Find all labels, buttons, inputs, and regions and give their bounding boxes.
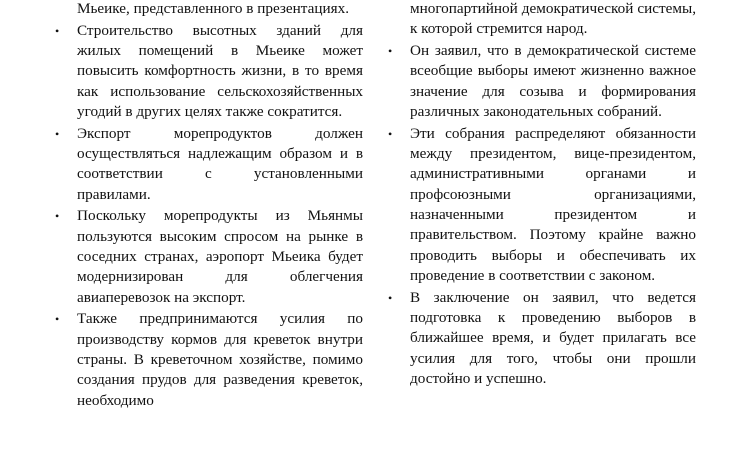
paragraph-text: Эти собрания распределяют обязанности между президентом, вице-президентом, административными органами и профсоюзными организациями, назначенными президентом и правительством. Поэтому крайне важно проводить выборы и обеспечивать их проведение в соответствии с законом. [410, 124, 696, 284]
list-item [55, 21, 363, 122]
list-item [55, 206, 363, 307]
list-item [388, 288, 696, 389]
paragraph-text: многопартийной демократической системы, к которой стремится народ. [410, 0, 696, 38]
paragraph-text: Поскольку морепродукты из Мьянмы пользуются высоким спросом на рынке в соседних странах, аэропорт Мьеика будет модернизирован для облегчения авиаперевозок на экспорт. [77, 207, 363, 306]
list-item [55, 0, 363, 19]
left-column [55, 0, 363, 412]
list-item [388, 41, 696, 122]
paragraph-text: Строительство высотных зданий для жилых помещений в Мьеике может повысить комфортность жизни, в то время как использование сельскохозяйственных угодий в других целях также сократится. [77, 21, 363, 120]
list-item [55, 309, 363, 410]
right-column [388, 0, 696, 391]
list-item [55, 124, 363, 205]
bullet: • [388, 290, 393, 305]
bullet: • [55, 209, 60, 224]
list-item [388, 124, 696, 286]
bullet: • [55, 126, 60, 141]
paragraph-text: Также предпринимаются усилия по производству кормов для креветок внутри страны. В креветочном хозяйстве, помимо создания прудов для разведения креветок, необходимо [77, 310, 363, 409]
paragraph-text: Мьеике, представленного в презентациях. [77, 0, 349, 17]
list-item [388, 0, 696, 40]
paragraph-text: В заключение он заявил, что ведется подготовка к проведению выборов в ближайшее время, и будет прилагать все усилия для того, чтобы они прошли достойно и успешно. [410, 288, 696, 387]
paragraph-text: Он заявил, что в демократической системе всеобщие выборы имеют жизненно важное значение для созыва и формирования различных законодательных собраний. [410, 42, 696, 120]
bullet: • [55, 23, 60, 38]
bullet: • [55, 312, 60, 327]
bullet: • [388, 44, 393, 59]
bullet: • [388, 126, 393, 141]
paragraph-text: Экспорт морепродуктов должен осуществляться надлежащим образом и в соответствии с установленными правилами. [77, 124, 363, 203]
